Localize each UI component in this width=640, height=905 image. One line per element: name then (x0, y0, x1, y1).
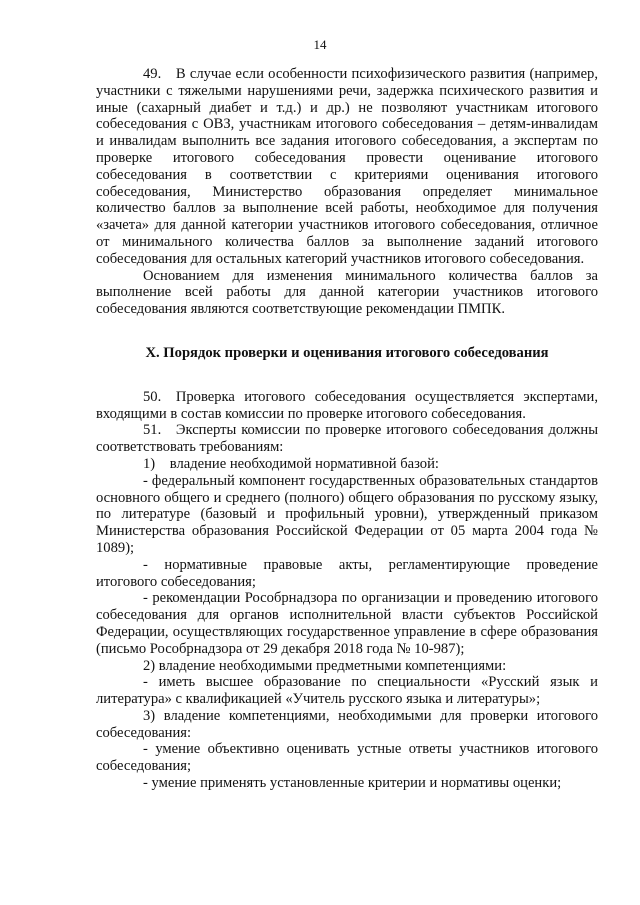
paragraph-51: 51. Эксперты комиссии по проверке итогового собеседования должны соответствовать требованиям: (96, 422, 598, 456)
list-item-objective-assessment: - умение объективно оценивать устные ответы участников итогового собеседования; (96, 741, 598, 775)
list-item-legal-acts: - нормативные правовые акты, регламентирующие проведение итогового собеседования; (96, 556, 598, 590)
document-body (96, 66, 598, 792)
list-item-1: 1) владение необходимой нормативной базой: (143, 455, 439, 472)
page-number: 14 (313, 37, 327, 52)
paragraph-50: 50. Проверка итогового собеседования осуществляется экспертами, входящими в состав комиссии по проверке итогового собеседования. (96, 388, 598, 422)
list-item-standards: - федеральный компонент государственных образовательных стандартов основного общего и среднего (полного) общего образования по русскому языку, по литературе (базовый и профильный уровни), утвержденный приказом Министерства образования Российской Федерации от 05 марта 2004 года № 1089); (96, 472, 598, 556)
list-item-2: 2) владение необходимыми предметными компетенциями: (143, 657, 507, 674)
list-item-recommendations: - рекомендации Рособрнадзора по организации и проведению итогового собеседования для органов исполнительной власти субъектов Российской Федерации, осуществляющих государственное управление в сфере образования (письмо Рособрнадзора от 29 декабря 2018 года № 10-987); (96, 590, 598, 657)
paragraph-49: 49. В случае если особенности психофизического развития (например, участники с тяжелыми нарушениями речи, задержка психического развития и иные (сахарный диабет и т.д.) и др.) не позволяют участникам итогового собеседования с ОВЗ, участникам итогового собеседования – детям-инвалидам и инвалидам выполнить все задания итогового собеседования, а экспертам по проверке итогового собеседования провести оценивание итогового собеседования в соответствии с критериями оценивания итогового собеседования, Министерство образования определяет минимальное количество баллов за выполнение всей работы, необходимое для получения «зачета» для данной категории участников итогового собеседования, отличное от минимального количества баллов за выполнение заданий итогового собеседования для остальных категорий участников итогового собеседования. (96, 66, 598, 267)
section-heading: X. Порядок проверки и оценивания итогового собеседования (145, 344, 549, 361)
paragraph-basis: Основанием для изменения минимального количества баллов за выполнение всей работы для данной категории участников итогового собеседования являются соответствующие рекомендации ПМПК. (96, 267, 598, 318)
list-item-3: 3) владение компетенциями, необходимыми для проверки итогового собеседования: (96, 707, 598, 741)
list-item-higher-education: - иметь высшее образование по специальности «Русский язык и литература» с квалификацией «Учитель русского языка и литературы»; (96, 674, 598, 708)
list-item-apply-criteria: - умение применять установленные критерии и нормативы оценки; (143, 775, 562, 792)
